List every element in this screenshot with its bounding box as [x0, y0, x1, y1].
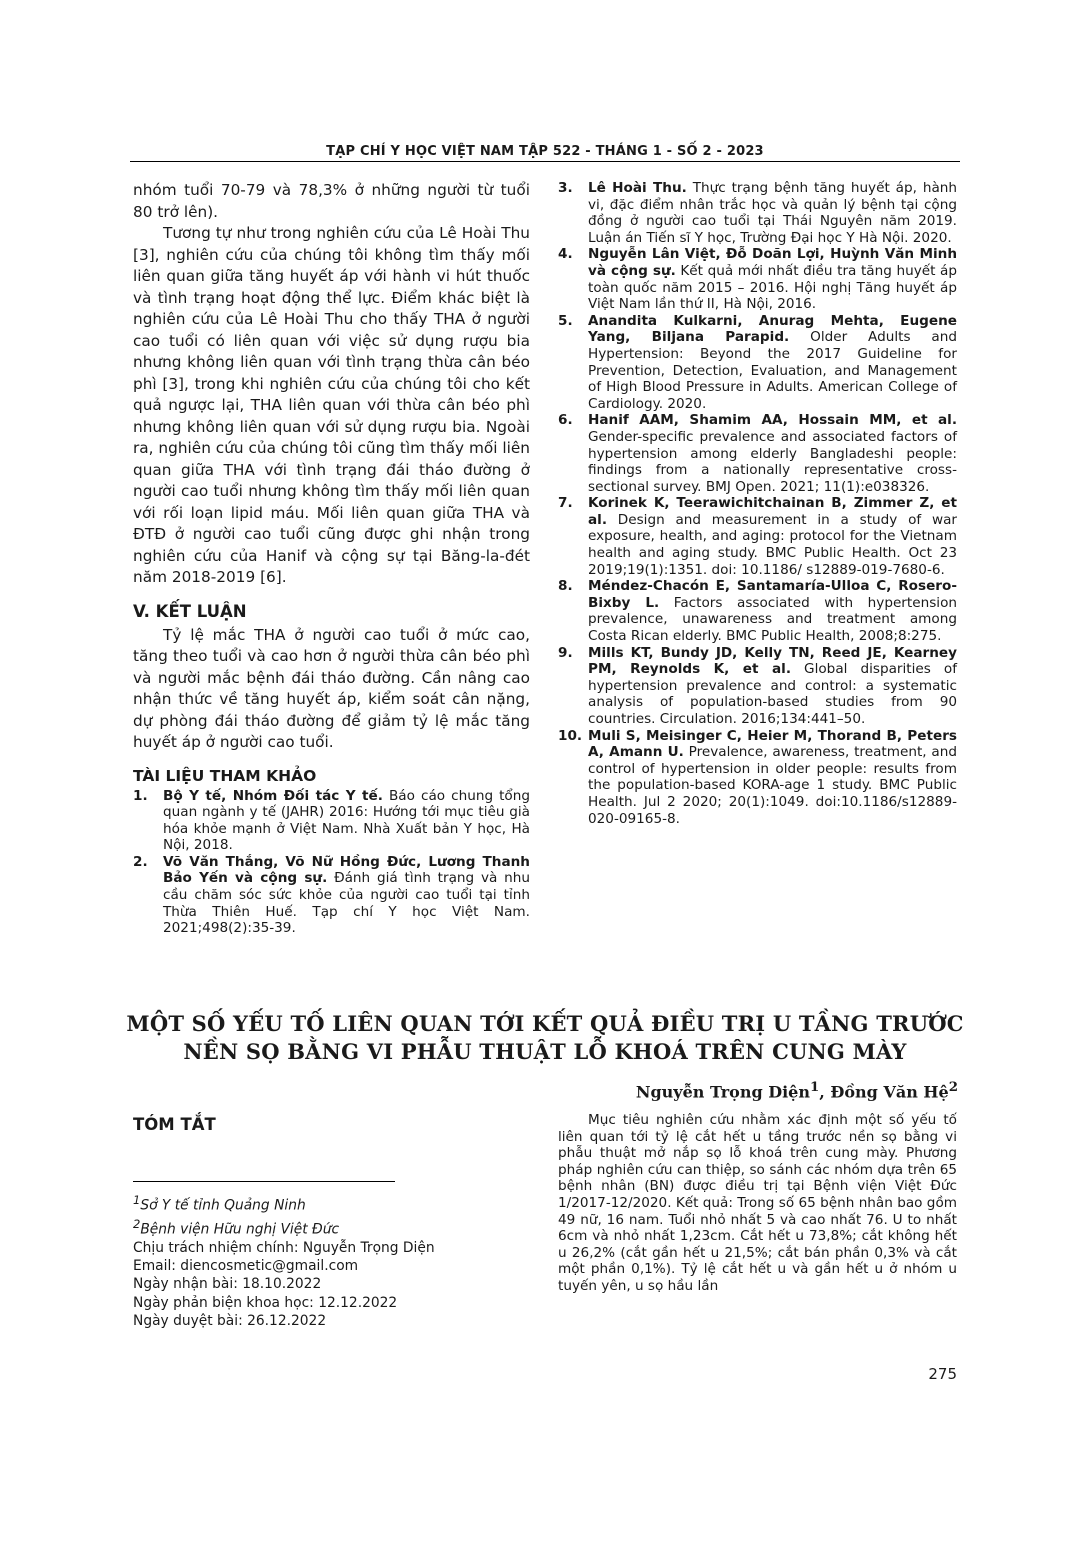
references-heading: TÀI LIỆU THAM KHẢO	[133, 766, 317, 785]
reference-authors: Anandita Kulkarni, Anurag Mehta, Eugene Yang, Biljana Parapid.	[588, 312, 957, 346]
article-title	[90, 1010, 1000, 1066]
reference-body: Thực trạng bệnh tăng huyết áp, hành vi, đặc điểm nhân trắc học và quản lý bệnh tại cộng đồng ở người cao tuổi tại Thái Nguyên năm 2019. Luận án Tiến sĩ Y học, Trường Đại học Y Hà Nội. 2020.	[588, 180, 958, 246]
received-date: Ngày nhận bài: 18.10.2022	[133, 1276, 322, 1293]
reference-number: 6.	[558, 412, 573, 429]
reference-text	[588, 246, 957, 312]
reference-text	[588, 180, 957, 246]
reference-authors: Võ Văn Thắng, Võ Nữ Hồng Đức, Lương Thanh Bảo Yến và cộng sự.	[163, 853, 530, 887]
reference-authors: Hanif AAM, Shamim AA, Hossain MM, et al.	[588, 412, 957, 429]
conclusion-heading: V. KẾT LUẬN	[133, 601, 247, 621]
reference-text	[588, 412, 957, 495]
reference-body: Báo cáo chung tổng quan ngành y tế (JAHR) 2016: Hướng tới mục tiêu già hóa khỏe mạnh ở Việt Nam. Nhà Xuất bản Y học, Hà Nội, 2018.	[163, 787, 530, 854]
affiliation-marker: 2	[133, 1216, 141, 1231]
reference-list-left	[133, 788, 530, 937]
reference-body: Design and measurement in a study of war exposure, health, and aging: protocol for the Vietnam health and aging study. BMC Public Health. Oct 23 2019;19(1):1351. doi: 10.1186/ s12889-019-7680-6.	[588, 511, 957, 578]
reference-text	[588, 645, 957, 728]
reference-item	[558, 728, 957, 828]
reference-item	[558, 412, 957, 495]
reference-item	[558, 578, 957, 644]
affiliation-marker: 1	[133, 1193, 141, 1207]
reference-authors: Korinek K, Teerawichitchainan B, Zimmer Z, et al.	[588, 495, 957, 528]
reference-text	[588, 313, 957, 413]
reference-authors: Lê Hoài Thu.	[588, 180, 687, 196]
header-rule	[130, 161, 960, 162]
reference-number: 5.	[558, 312, 573, 329]
reference-body: Kết quả mới nhất điều tra tăng huyết áp toàn quốc năm 2015 – 2016. Hội nghị Tăng huyết áp Việt Nam lần thứ II, Hà Nội, 2016.	[588, 262, 957, 313]
reference-text	[163, 788, 530, 854]
reference-text	[588, 728, 957, 828]
article-authors	[636, 1079, 958, 1101]
author-affiliation-marker: 1	[809, 1079, 820, 1095]
reference-item	[558, 313, 957, 413]
right-column	[558, 180, 957, 827]
article-title-line: NỀN SỌ BẰNG VI PHẪU THUẬT LỖ KHOÁ TRÊN CUNG MÀY	[183, 1039, 907, 1064]
accepted-date: Ngày duyệt bài: 26.12.2022	[133, 1312, 327, 1329]
affiliation-1	[133, 1191, 533, 1215]
reference-item	[133, 788, 530, 854]
reference-list-right	[558, 180, 957, 827]
left-column	[133, 180, 530, 937]
reference-item	[558, 645, 957, 728]
conclusion-text: Tỷ lệ mắc THA ở người cao tuổi ở mức cao, tăng theo tuổi và cao hơn ở người thừa cân béo phì và người mắc bệnh đái tháo đường. Cần nâng cao nhận thức về tăng huyết áp, kiểm soát cân nặng, dự phòng đái tháo đường để giảm tỷ lệ mắc tăng huyết áp ở người cao tuổi.	[133, 625, 530, 751]
reference-item	[558, 180, 957, 246]
body-paragraph: Tương tự như trong nghiên cứu của Lê Hoài Thu [3], nghiên cứu của chúng tôi không tìm thấy mối liên quan giữa tăng huyết áp với hành vi hút thuốc và tình trạng hoạt động thể lực. Điểm khác biệt là nghiên cứu của Lê Hoài Thu cho thấy THA ở người cao tuổi có liên quan với việc sử dụng rượu bia nhưng không liên quan với tình trạng thừa cân béo phì [3], trong khi nghiên cứu của chúng tôi cho kết quả ngược lại, THA liên quan với thừa cân béo phì nhưng không liên quan với sử dụng rượu bia. Ngoài ra, nghiên cứu của chúng tôi cũng tìm thấy mối liên quan giữa THA với tình trạng đái tháo đường ở người cao tuổi nhưng không tìm thấy mối liên quan với rối loạn lipid máu. Mối liên quan giữa THA và ĐTĐ ở người cao tuổi cũng được ghi nhận trong nghiên cứu của Hanif và cộng sự tại Băng-la-đét năm 2018-2019 [6].	[133, 224, 530, 586]
reference-text	[588, 578, 957, 644]
reference-text	[163, 854, 530, 937]
affiliation-text: Bệnh viện Hữu nghị Việt Đức	[140, 1221, 340, 1238]
abstract-heading: TÓM TẮT	[133, 1115, 216, 1134]
author-name: Đồng Văn Hệ	[830, 1082, 949, 1102]
author-affiliation-marker: 2	[948, 1079, 958, 1095]
reference-authors: Bộ Y tế, Nhóm Đối tác Y tế.	[163, 787, 383, 804]
reference-number: 2.	[133, 853, 148, 870]
reference-number: 9.	[558, 644, 573, 661]
reference-number: 1.	[133, 787, 148, 804]
reference-number: 7.	[558, 495, 573, 512]
reference-body: Đánh giá tình trạng và nhu cầu chăm sóc sức khỏe của người cao tuổi tại tỉnh Thừa Thiên Huế. Tạp chí Y học Việt Nam. 2021;498(2):35-39.	[163, 870, 530, 937]
affiliation-2	[133, 1215, 533, 1239]
responsible-author: Chịu trách nhiệm chính: Nguyễn Trọng Diện	[133, 1239, 435, 1256]
reference-authors: Mills KT, Bundy JD, Kelly TN, Reed JE, Kearney PM, Reynolds K, et al.	[588, 644, 957, 678]
reference-body: Older Adults and Hypertension: Beyond the 2017 Guideline for Prevention, Detection, Evaluation, and Management of High Blood Pressure in Adults. American College of Cardiology. 2020.	[588, 329, 958, 412]
journal-header: TẠP CHÍ Y HỌC VIỆT NAM TẬP 522 - THÁNG 1 - SỐ 2 - 2023	[326, 144, 764, 159]
reference-number: 8.	[558, 578, 573, 595]
footnotes	[133, 1191, 533, 1330]
reference-body: Global disparities of hypertension prevalence and control: a systematic analysis of population-based studies from 90 countries. Circulation. 2016;134:441–50.	[588, 661, 958, 727]
abstract-text: Mục tiêu nghiên cứu nhằm xác định một số yếu tố liên quan tới tỷ lệ cắt hết u tầng trước nền sọ bằng vi phẫu thuật mở nắp sọ lỗ khoá trên cung mày. Phương pháp nghiên cứu can thiệp, so sánh các nhóm dựa trên 65 bệnh nhân (BN) được điều trị tại Bệnh viện Việt Đức 1/2017-12/2020. Kết quả: Trong số 65 bệnh nhân bao gồm 49 nữ, 16 nam. Tuổi nhỏ nhất 5 và cao nhất 76. U to nhất 6cm và nhỏ nhất 1,23cm. Cắt hết u 73,8%; cắt không hết u 26,2% (cắt gần hết u 21,5%; cắt bán phần 0,3% và cắt một phần 0,1%). Tỷ lệ cắt hết u và gần hết u ở nhóm u tuyến yên, u sọ hầu lần	[558, 1112, 957, 1294]
reference-text	[588, 495, 957, 578]
article-title-line: MỘT SỐ YẾU TỐ LIÊN QUAN TỚI KẾT QUẢ ĐIỀU TRỊ U TẦNG TRƯỚC	[126, 1011, 964, 1036]
contact-email: Email: diencosmetic@gmail.com	[133, 1258, 359, 1275]
reference-number: 3.	[558, 180, 573, 196]
review-date: Ngày phản biện khoa học: 12.12.2022	[133, 1294, 398, 1311]
footnote-rule	[133, 1181, 395, 1182]
reference-item	[133, 854, 530, 937]
reference-body: Gender-specific prevalence and associated factors of hypertension among elderly Bangladeshi people: findings from a nationally representative cross-sectional survey. BMJ Open. 2021; 11(1):e038326.	[588, 428, 957, 495]
author-name: Nguyễn Trọng Diện	[635, 1082, 810, 1102]
reference-authors: Méndez-Chacón E, Santamaría-Ulloa C, Rosero-Bixby L.	[588, 578, 957, 611]
affiliation-text: Sở Y tế tỉnh Quảng Ninh	[140, 1197, 306, 1214]
reference-body: Factors associated with hypertension prevalence, unawareness and treatment among Costa Rican elderly. BMC Public Health, 2008;8:275.	[588, 594, 957, 645]
reference-authors: Muli S, Meisinger C, Heier M, Thorand B, Peters A, Amann U.	[588, 727, 957, 761]
reference-number: 4.	[558, 246, 573, 263]
body-paragraph: nhóm tuổi 70-79 và 78,3% ở những người từ tuổi 80 trở lên).	[133, 181, 530, 221]
reference-body: Prevalence, awareness, treatment, and control of hypertension in older people: results from the population-based KORA-age 1 study. BMC Public Health. Jul 2 2020; 20(1):1049. doi:10.1186/s12889-020-09165-8.	[588, 744, 957, 827]
reference-number: 10.	[558, 727, 583, 744]
page-number: 275	[928, 1365, 957, 1383]
author-separator: ,	[819, 1082, 831, 1102]
reference-authors: Nguyễn Lân Việt, Đỗ Doãn Lợi, Huỳnh Văn Minh và cộng sự.	[588, 246, 957, 279]
reference-item	[558, 246, 957, 312]
reference-item	[558, 495, 957, 578]
